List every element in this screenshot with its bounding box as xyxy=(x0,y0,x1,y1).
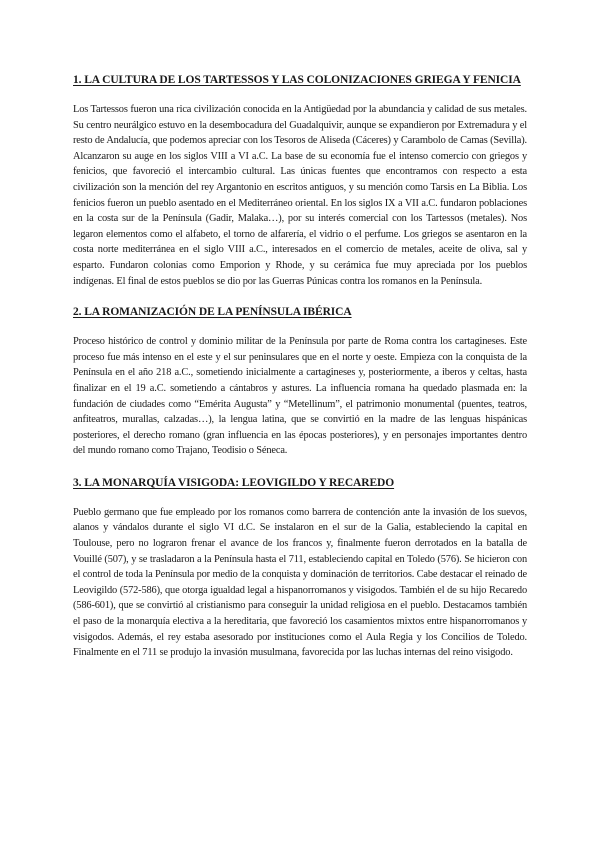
section-body: Los Tartessos fueron una rica civilización conocida en la Antigüedad por la abundancia y calidad de sus metales. Su centro neurálgico estuvo en la desembocadura del Guadalquivir, aunque se expandieron por Extremadura y el resto de Andalucía, que podemos apreciar con los Tesoros de Aliseda (Cáceres) y Carambolo de Camas (Sevilla). Alcanzaron su auge en los siglos VIII a VI a.C. La base de su economía fue el intenso comercio con griegos y fenicios, que favoreció el intercambio cultural. Las únicas fuentes que encontramos con respecto a esta civilización son la mención del rey Argantonio en escritos antiguos, y su mención como Tarsis en La Biblia. Los fenicios fueron un pueblo asentado en el Mediterráneo oriental. En los siglos IX a VII a.C. fundaron poblaciones en la costa sur de la Península (Gadir, Malaka…), por su interés comercial con los Tartessos (metales). Nos legaron elementos como el alfabeto, el torno de alfarería, el vidrio o el perfume. Los griegos se asentaron en la costa norte mediterránea en el siglo VIII a.C., interesados en el comercio de metales, aceite de oliva, sal y esparto. Fundaron colonias como Emporion y Rhode, y su cerámica fue muy apreciada por los pueblos indígenas. El final de estos pueblos se dio por las Guerras Púnicas contra los romanos en la Península. xyxy=(73,104,527,287)
section-body: Pueblo germano que fue empleado por los romanos como barrera de contención ante la invasión de los suevos, alanos y vándalos durante el siglo VI d.C. Se instalaron en el sur de la Galia, estableciendo la capital en Toulouse, pero no lograron frenar el avance de los francos y, finalmente fueron derrotados en la batalla de Vouillé (507), y se trasladaron a la Península hasta el 711, estableciendo capital en Toledo (576). Se hicieron con el control de toda la Península por medio de la conquista y dominación de territorios. Cabe destacar el reinado de Leovigildo (572-586), que otorga igualdad legal a hispanorromanos y visigodos. También el de su hijo Recaredo (586-601), que se convirtió al cristianismo para conseguir la unidad religiosa en el pueblo. Destacamos también el paso de la monarquía electiva a la hereditaria, que favoreció los casamientos mixtos entre hispanorromanos y visigodos. Además, el rey estaba asesorado por instituciones como el Aula Regia y los Concilios de Toledo. Finalmente en el 711 se produjo la invasión musulmana, favorecida por las luchas internas del reino visigodo. xyxy=(73,506,527,659)
section-body: Proceso histórico de control y dominio militar de la Península por parte de Roma contra los cartagineses. Este proceso fue más intenso en el este y el sur peninsulares que en el norte y oeste. Empieza con la conquista de la Península en el año 218 a.C., sometiendo inicialmente a cartagineses y, posteriormente, a iberos y celtas, hasta finalizar en el 19 a.C. sometiendo a cántabros y astures. La influencia romana ha quedado plasmada en: la fundación de ciudades como “Emérita Augusta” y “Metellinum”, el patrimonio monumental (puentes, teatros, anfiteatros, murallas, calzadas…), la lengua latina, que se convirtió en la madre de las lenguas hispánicas posteriores, el derecho romano (gran influencia en las épocas posteriores), y en personajes importantes dentro del mundo romano como Trajano, Teodisio o Séneca. xyxy=(73,336,527,457)
section-romanizacion xyxy=(73,304,527,459)
section-tartessos xyxy=(73,72,527,289)
section-heading: 1. LA CULTURA DE LOS TARTESSOS Y LAS COLONIZACIONES GRIEGA Y FENICIA xyxy=(73,74,521,86)
section-heading: 2. LA ROMANIZACIÓN DE LA PENÍNSULA IBÉRICA xyxy=(73,306,352,319)
section-heading: 3. LA MONARQUÍA VISIGODA: LEOVIGILDO Y RECAREDO xyxy=(73,476,395,489)
section-monarquia-visigoda xyxy=(73,475,527,661)
